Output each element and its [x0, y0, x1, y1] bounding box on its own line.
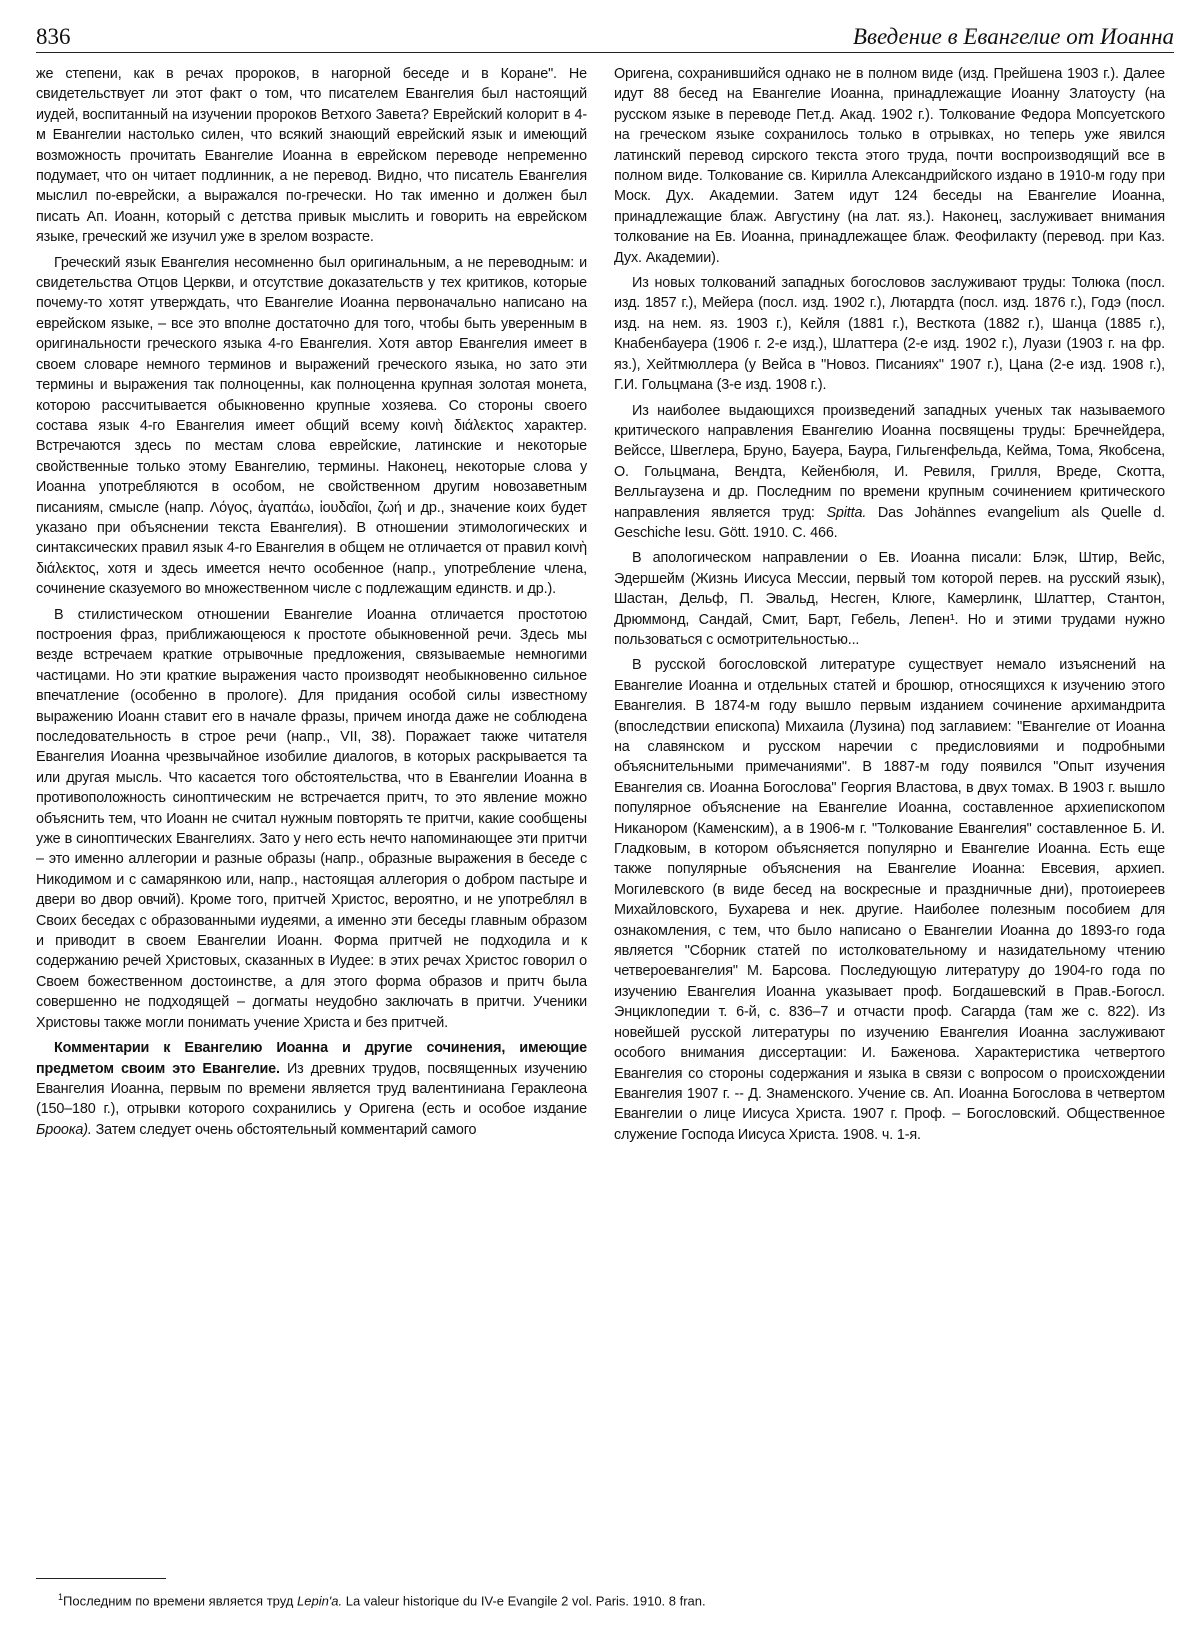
- footnote-text: La valeur historique du IV-e Evangile 2 vol. Paris. 1910. 8 fran.: [342, 1593, 706, 1609]
- paragraph: [36, 253, 587, 600]
- footnote: [58, 1588, 1158, 1610]
- paragraph: [614, 655, 1165, 1145]
- paragraph-text: Das Johännes evangelium als Quelle d. Geschiche Iesu. Gött. 1910. С. 466.: [614, 504, 1165, 541]
- running-title: Введение в Евангелие от Иоанна: [852, 24, 1174, 49]
- right-column: [614, 64, 1165, 1150]
- paragraph-text: В русской богословской литературе существует немало изъяснений на Евангелие Иоанна и отдельных статей и брошюр, относящихся к изучению этого Евангелия. В 1874-м году вышло первым изданием сочинение архимандрита (впоследствии епископа) Михаила (Лузина) под заглавием: "Евангелие от Иоанна на славянском и русском наречии с предисловиями и подробными объяснительными примечаниями". В 1887-м году появился "Опыт изучения Евангелия св. Иоанна Богослова" Георгия Властова, в двух томах. В 1903 г. вышло популярное объяснение на Евангелие Иоанна, составленное архиепископом Никанором (Каменским), а в 1906-м г. "Толкование Евангелия" составленное Б. И. Гладковым, в котором объясняется популярно и Евангелие Иоанна. Есть еще также популярные объяснения на Евангелие Иоанна: Евсевия, архиеп. Могилевского (в виде бесед на воскресные и праздничные дни), протоиереев Михайловского, Бухарева и нек. другие. Наиболее полезным пособием для ознакомления, с тем, что было написано о Евангелии Иоанна до 1893-го года является "Сборник статей по истолковательному и назидательному чтению четвероевангелия" М. Барсова. Последующую литературу до 1904-го года по изучению Евангелия Иоанна указывает проф. Богдашевский в Прав.-Богосл. Энциклопедии т. 6-й, с. 836–7 и отчасти проф. Сагарда (там же с. 822). Из новейшей русской литературы по изучению Евангелия Иоанна заслуживают особого внимания диссертации: И. Баженова. Характеристика четвертого Евангелия со стороны содержания и языка в связи с вопросом о происхождении Евангелия 1907 г. -- Д. Знаменского. Учение св. Ап. Иоанна Богослова в четвертом Евангелии о лице Иисуса Христа. 1907 г. Проф. – Богословский. Общественное служение Господа Иисуса Христа. 1908. ч. 1-я.: [614, 657, 1165, 1143]
- paragraph: [614, 548, 1165, 650]
- paragraph-text: В стилистическом отношении Евангелие Иоанна отличается простотою построения фраз, приближающеюся к простоте обыкновенной речи. Здесь мы везде встречаем краткие отрывочные предложения, связываемые немногими частицами. Но эти краткие выражения часто производят необыкновенно сильное впечатление (особенно в прологе). Для придания особой силы известному выражению Иоанн ставит его в начале фразы, причем иногда даже не соблюдена последовательность в строе речи (напр., VII, 38). Поражает также читателя Евангелия Иоанна чрезвычайное изобилие диалогов, в которых раскрывается та или другая мысль. Что касается того обстоятельства, что в Евангелии Иоанна в противоположность синоптическим не встречается притч, то это явление можно объяснить тем, что Иоанн не считал нужным повторять те притчи, какие сообщены уже в синоптических Евангелиях. Зато у него есть нечто напоминающее эти притчи – это именно аллегории и разные образы (напр., образные выражения в беседе с Никодимом и с самарянкою или, напр., настоящая аллегория о добром пастыре и двери во двор овчий). Кроме того, притчей Христос, вероятно, и не употреблял в Своих беседах с образованными иудеями, а именно эти беседы главным образом и приводит в своем Евангелии Иоанн. Форма притчей не подходила и к содержанию речей Христовых, сказанных в Иудее: в этих речах Христос говорил о Своем божественном достоинстве, а для этого форма образов и притч была совершенно не подходящей – догматы неудобно заключать в притчи. Ученики Христовы также могли понимать учение Христа и без притчей.: [36, 606, 587, 1031]
- footnote-text: Последним по времени является труд: [63, 1593, 297, 1609]
- paragraph-text: же степени, как в речах пророков, в нагорной беседе и в Коране". Не свидетельствует ли этот факт о том, что писателем Евангелия был настоящий иудей, воспитанный на изучении пророков Ветхого Завета? Еврейский колорит в 4-м Евангелии настолько силен, что всякий знающий еврейский язык и имеющий возможность прочитать Евангелие Иоанна в еврейском переводе непременно подумает, что он читает подлинник, а не перевод. Видно, что писатель Евангелия мыслил по-еврейски, а выражался по-гречески. Но так именно и должен был писать Ап. Иоанн, который с детства привык мыслить и говорить на еврейском языке, греческий же изучил уже в зрелом возрасте.: [36, 66, 587, 246]
- section-heading: Комментарии к Евангелию Иоанна и другие сочинения, имеющие предметом своим это Евангелие.: [36, 1040, 587, 1077]
- paragraph: [614, 401, 1165, 544]
- paragraph-text: Оригена, сохранившийся однако не в полном виде (изд. Прейшена 1903 г.). Далее идут 88 бесед на Евангелие Иоанна, принадлежащие Иоанну Златоусту (на русском языке в переводе Пет.д. Акад. 1902 г.). Толкование Федора Мопсуетского на греческом языке сохранилось только в отрывках, но теперь уже явился латинский перевод сирского текста этого труда, почти воспроизводящий все в полном виде. Толкование св. Кирилла Александрийского издано в 1910-м году при Моск. Дух. Академии. Затем идут 124 беседы на Евангелие Иоанна, принадлежащие блаж. Августину (на лат. яз.). Наконец, заслуживает внимания толкование на Ев. Иоанна, принадлежащее блаж. Феофилакту (перевод. при Каз. Дух. Академии).: [614, 66, 1165, 266]
- running-header: [36, 22, 1174, 53]
- footnote-divider: [36, 1578, 166, 1579]
- footnote-marker: 1: [58, 1592, 64, 1602]
- paragraph: [614, 64, 1165, 268]
- left-column: [36, 64, 587, 1145]
- page-number: 836: [36, 24, 71, 49]
- paragraph-text: Из новых толкований западных богословов заслуживают труды: Толюка (посл. изд. 1857 г.), Мейера (посл. изд. 1902 г.), Лютардта (посл. изд. 1876 г.), Годэ (посл. изд. на нем. яз. 1903 г.), Кейля (1881 г.), Весткота (1882 г.), Шанца (1885 г.), Кнабенбауера (1906 г. 2-е изд.), Шлаттера (2-е изд. 1902 г.), Луази (1903 г. на фр. яз.), Хейтмюллера (у Вейса в "Новоз. Писаниях" 1907 г.), Цана (2-е изд. 1908 г.), Г.И. Гольцмана (3-е изд. 1908 г.).: [614, 275, 1165, 394]
- paragraph-text: В апологическом направлении о Ев. Иоанна писали: Блэк, Штир, Вейс, Эдершейм (Жизнь Иисуса Мессии, первый том которой перев. на русский язык), Шастан, Дельф, П. Эвальд, Несген, Клюге, Камерлинк, Шлаттер, Стантон, Дрюммонд, Сандай, Смит, Барт, Гебель, Лепен¹. Но и этими трудами нужно пользоваться с осмотрительностью...: [614, 550, 1165, 648]
- paragraph: [36, 605, 587, 1034]
- paragraph: [36, 1038, 587, 1140]
- paragraph-text: Греческий язык Евангелия несомненно был оригинальным, а не переводным: и свидетельства Отцов Церкви, и отсутствие доказательств у тех критиков, которые почему-то хотят утверждать, что Евангелие Иоанна первоначально написано на еврейском языке, – все это вполне достаточно для того, чтобы быть уверенным в оригинальности греческого языка 4-го Евангелия. Хотя автор Евангелия имеет в своем словаре немного терминов и выражений греческого языка, но зато эти термины и выражения так полноценны, как полноценна крупная золотая монета, которою рассчитывается обыкновенно крупные хозяева. Со стороны своего состава язык 4-го Евангелия имеет общий всему κοινὴ διάλεκτος характер. Встречаются здесь по местам слова еврейские, латинские и некоторые свойственные только этому Евангелию, термины. Наконец, некоторые слова у Иоанна употребляются в особом, не свойственном другим новозаветным писаниям, смысле (напр. Λόγος, ἀγαπάω, ἰουδαῖοι, ζωή и др., значение коих будет указано при объяснении текста Евангелия). В отношении этимологических и синтаксических правил язык 4-го Евангелия в общем не отличается от правил κοινὴ διάλεκτος, хотя и здесь имеется нечто особенное (напр., употребление члена, сочинение сказуемого во множественном числе с подлежащим единств. и др.).: [36, 254, 587, 598]
- italic-reference: Spitta.: [826, 504, 867, 521]
- paragraph: [36, 64, 587, 248]
- italic-reference: Броока).: [36, 1121, 92, 1138]
- paragraph-text: Из наиболее выдающихся произведений западных ученых так называемого критического направления Евангелию Иоанна посвящены труды: Бречнейдера, Вейссе, Швеглера, Бруно, Бауера, Баура, Гильгенфельда, Кейма, Тома, Якобсена, О. Гольцмана, Вендта, Кейенбюля, И. Ревиля, Грилля, Вреде, Скотта, Велльгаузена и др. Последним по времени крупным сочинением критического направления является труд:: [614, 402, 1165, 521]
- footnote-italic: Lepin'a.: [297, 1593, 343, 1609]
- paragraph-text: Из древних трудов, посвященных изучению Евангелия Иоанна, первым по времени является труд валентиниана Гераклеона (150–180 г.), отрывки которого сохранились у Оригена (есть и особое издание: [36, 1060, 587, 1118]
- paragraph-text: Затем следует очень обстоятельный комментарий самого: [91, 1121, 477, 1138]
- paragraph: [614, 273, 1165, 395]
